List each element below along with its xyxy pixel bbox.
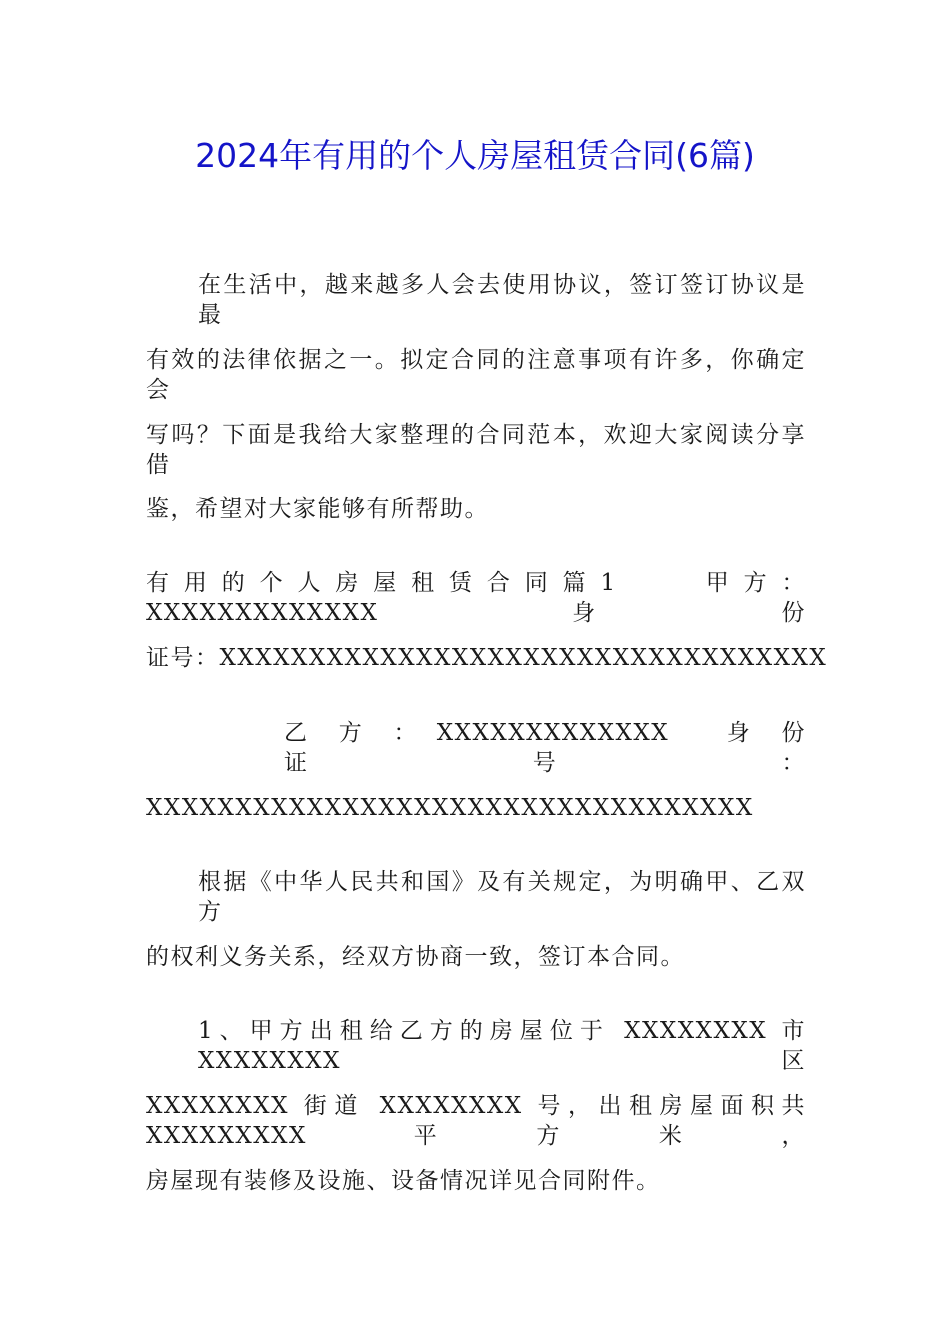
paragraph-line: 有效的法律依据之一。拟定合同的注意事项有许多，你确定会 (146, 347, 806, 403)
paragraph-line: 的权利义务关系，经双方协商一致，签订本合同。 (146, 944, 685, 970)
clause-line: 房屋现有装修及设施、设备情况详见合同附件。 (146, 1168, 661, 1194)
party-b-line: 乙 方 ： XXXXXXXXXXXXX 身 份 证 号 ： (284, 720, 831, 776)
paragraph-line: 写吗？下面是我给大家整理的合同范本，欢迎大家阅读分享借 (146, 422, 806, 478)
clause-line: XXXXXXXX 街道 XXXXXXXX 号，出租房屋面积共 XXXXXXXXX 平方米， (146, 1093, 806, 1149)
paragraph-line: 根据《中华人民共和国》及有关规定，为明确甲、乙双方 (198, 869, 806, 925)
clause-line: 1、甲方出租给乙方的房屋位于 XXXXXXXX 市 XXXXXXXX 区 (198, 1018, 806, 1074)
party-a-id-line: 证号：XXXXXXXXXXXXXXXXXXXXXXXXXXXXXXXXXX (146, 645, 828, 671)
contract-heading-line: 有用的个人房屋租赁合同篇1 甲方：XXXXXXXXXXXXX 身份 (146, 570, 806, 626)
page-title: 2024年有用的个人房屋租赁合同(6篇) (195, 136, 755, 175)
paragraph-line: 鉴，希望对大家能够有所帮助。 (146, 496, 489, 522)
paragraph-line: 在生活中，越来越多人会去使用协议，签订签订协议是最 (198, 272, 806, 328)
party-b-id-line: XXXXXXXXXXXXXXXXXXXXXXXXXXXXXXXXXX (146, 795, 754, 821)
